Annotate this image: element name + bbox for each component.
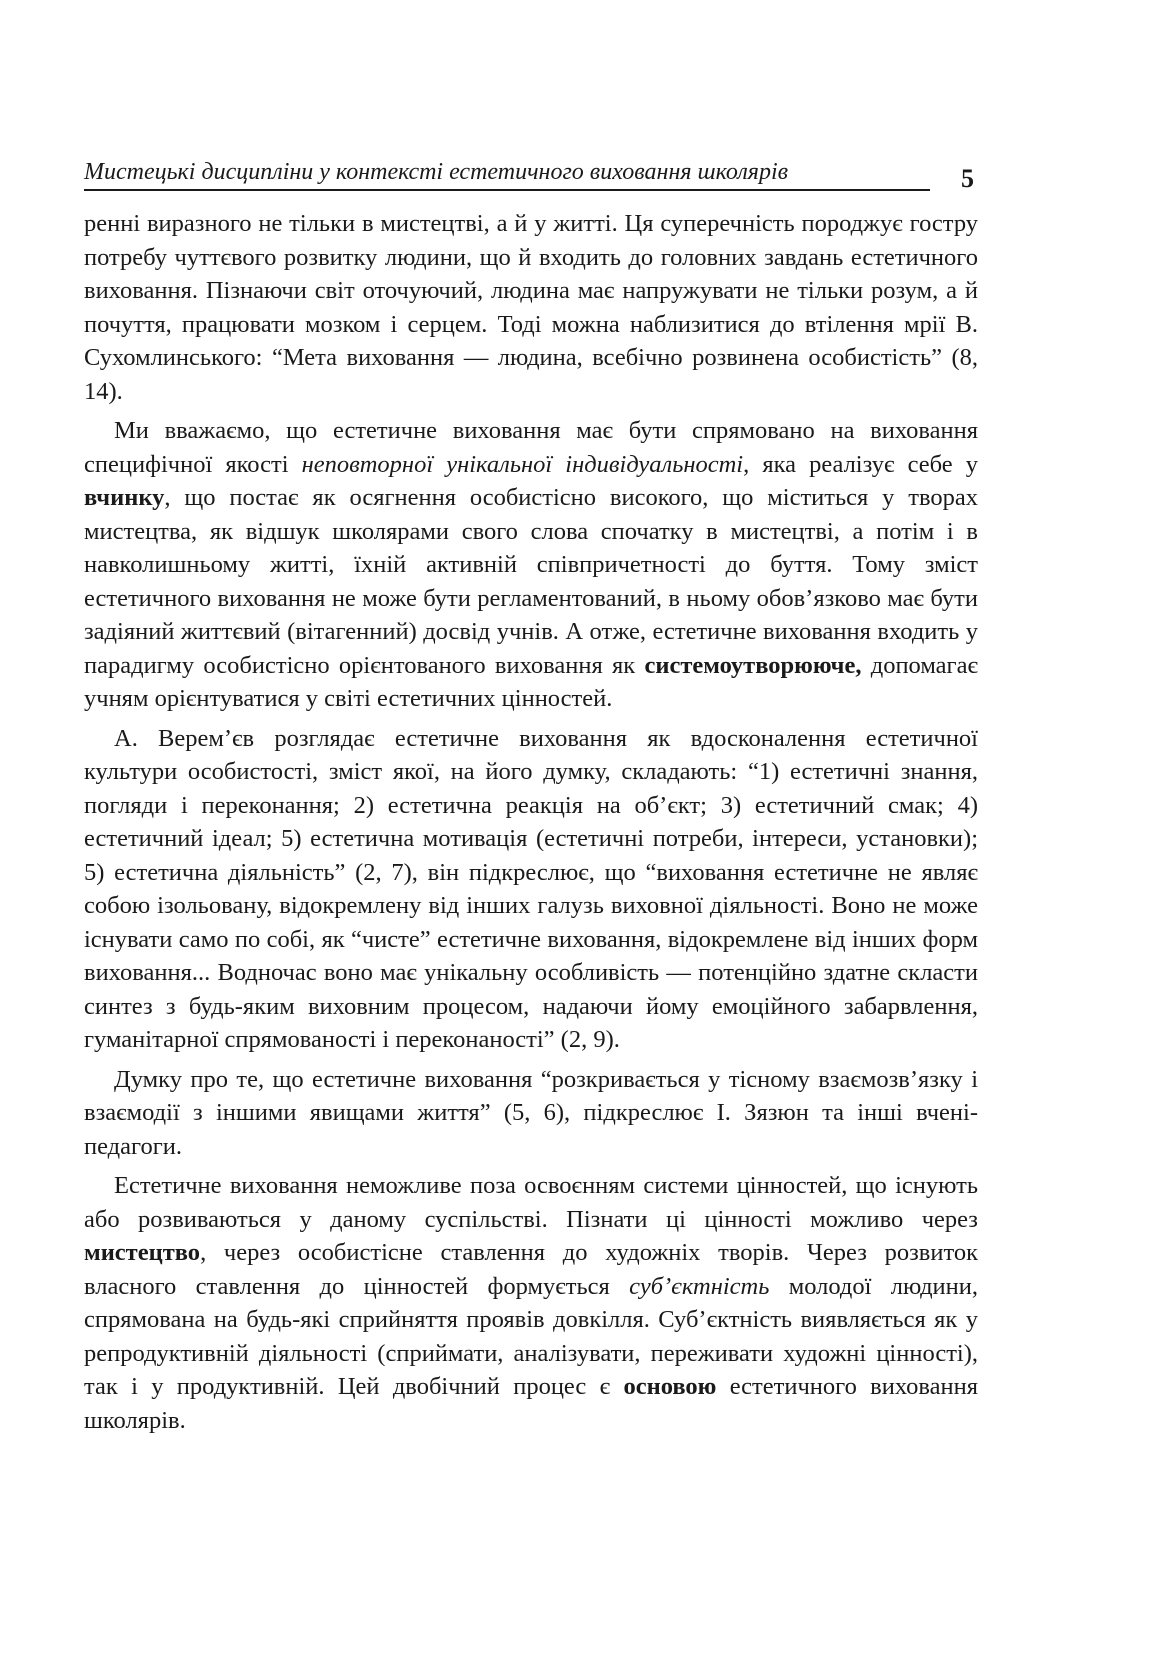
- text-run: А. Верем’єв розглядає естетичне виховання як вдосконалення естетичної культури особистості, зміст якої, на його думку, складають: “1) естетичні знання, погляди і переконання; 2) естетична реакція на об’єкт; 3) естетичний смак; 4) естетичний ідеал; 5) естетична мотивація (естетичні потреби, інтереси, установки); 5) естетична діяльність” (2, 7), він підкреслює, що “виховання естетичне не являє собою ізольовану, відокремлену від інших галузь виховної діяльності. Воно не може існувати само по собі, як “чисте” естетичне виховання, відокремлене від інших форм виховання... Водночас воно має унікальну особливість — потенційно здатне скласти синтез з будь-яким виховним процесом, надаючи йому емоційного забарвлення, гуманітарної спрямованості і переконаності” (2, 9).: [84, 724, 978, 1053]
- text-run: Естетичне виховання неможливе поза освоєнням системи цінностей, що існують або розвиваються у даному суспільстві. Пізнати ці цінності можливо через: [84, 1172, 978, 1233]
- body-text: [84, 207, 978, 1437]
- paragraph: [84, 414, 978, 716]
- bold-term: мистецтво: [84, 1239, 201, 1266]
- text-run: Думку про те, що естетичне виховання “розкривається у тісному взаємозв’язку і взаємодії з іншими явищами життя” (5, 6), підкреслює І. Зязюн та інші вчені-педагоги.: [84, 1065, 978, 1160]
- paragraph: [84, 1063, 978, 1164]
- page-number: 5: [961, 164, 974, 193]
- header-rule: [84, 189, 930, 191]
- paragraph: [84, 722, 978, 1057]
- text-run: молодої людини, спрямована на будь-які сприйняття проявів довкілля. Суб’єктність виявляється як у репродуктивній діяльності (сприймати, аналізувати, переживати художні цінності), так і у продуктивній. Цей двобічний процес є: [84, 1272, 978, 1400]
- text-run: , яка реалізує себе у: [743, 450, 978, 478]
- running-title: Мистецькі дисципліни у контексті естетичного виховання школярів: [84, 159, 789, 185]
- text-run: ренні виразного не тільки в мистецтві, а й у житті. Ця суперечність породжує гостру потребу чуттєвого розвитку людини, що й входить до головних завдань естетичного виховання. Пізнаючи світ оточуючий, людина має напружувати не тільки розум, а й почуття, працювати мозком і серцем. Тоді можна наблизитися до втілення мрії В. Сухомлинського: “Мета виховання — людина, всебічно розвинена особистість” (8, 14).: [84, 210, 978, 405]
- bold-term: вчинку: [84, 484, 165, 511]
- paragraph: [84, 207, 978, 408]
- running-header: [84, 158, 974, 200]
- paragraph: [84, 1169, 978, 1437]
- italic-term: неповторної унікальної індивідуальності: [301, 450, 744, 478]
- text-run: , через особистісне ставлення до художніх творів. Через розвиток власного ставлення до цінностей формується: [84, 1239, 978, 1300]
- text-run: естетичного виховання школярів.: [84, 1373, 978, 1434]
- bold-term: основою: [623, 1373, 717, 1400]
- text-run: допомагає учням орієнтуватися у світі естетичних цінностей.: [84, 651, 978, 712]
- italic-term: суб’єктність: [629, 1272, 770, 1300]
- text-run: , що постає як осягнення особистісно високого, що міститься у творах мистецтва, як відшук школярами свого слова спочатку в мистецтві, а потім і в навколишньому житті, їхній активній співпричетності до буття. Тому зміст естетичного виховання не може бути регламентований, в ньому обов’язково має бути задіяний життєвий (вітагенний) досвід учнів. А отже, естетичне виховання входить у парадигму особистісно орієнтованого виховання як: [84, 484, 978, 679]
- text-run: Ми вважаємо, що естетичне виховання має бути спрямовано на виховання специфічної якості: [84, 417, 978, 478]
- bold-term: системоутворююче,: [644, 651, 862, 679]
